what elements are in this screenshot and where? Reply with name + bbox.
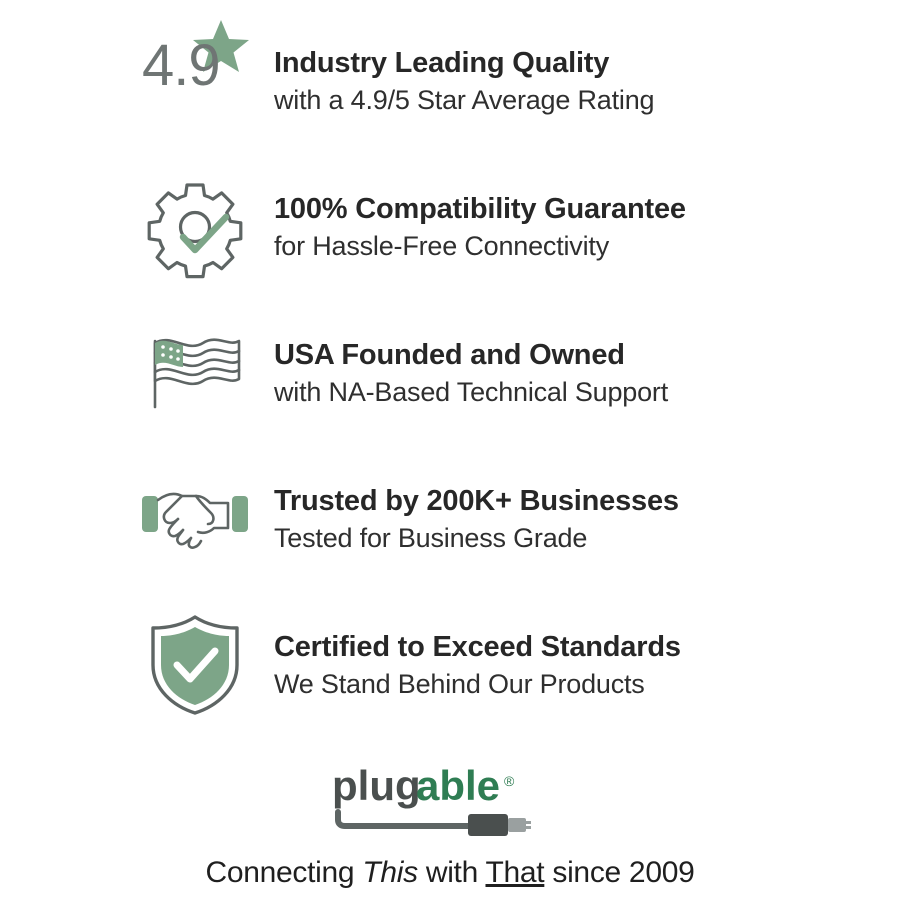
rating-star-icon (140, 26, 250, 136)
feature-row (0, 300, 900, 446)
footer (0, 760, 900, 900)
feature-subtitle: Tested for Business Grade (274, 522, 588, 553)
shield-check-icon (140, 610, 250, 720)
tagline-italic: This (362, 856, 418, 889)
feature-title: Certified to Exceed Standards (274, 630, 681, 663)
gear-icon (143, 175, 247, 279)
feature-title: USA Founded and Owned (274, 338, 625, 371)
tagline-part-1: Connecting (205, 856, 363, 889)
feature-text (250, 338, 668, 409)
feature-row (0, 592, 900, 738)
feature-text (250, 630, 681, 701)
gear-check-icon (140, 172, 250, 282)
feature-subtitle: with a 4.9/5 Star Average Rating (274, 84, 655, 115)
feature-title: 100% Compatibility Guarantee (274, 192, 686, 225)
logo-text-able: able (416, 762, 501, 809)
feature-text (250, 484, 679, 555)
logo-trademark: ® (504, 773, 515, 789)
feature-subtitle: We Stand Behind Our Products (274, 668, 645, 699)
plugable-logo-icon (330, 760, 570, 838)
feature-row (0, 8, 900, 154)
logo-text-plug: plug (332, 762, 421, 809)
feature-title: Industry Leading Quality (274, 46, 610, 79)
shield-icon (145, 613, 245, 717)
tagline-underline: That (485, 856, 545, 889)
handshake-icon (140, 464, 250, 574)
feature-text (250, 192, 686, 263)
handshake-icon-graphic (140, 476, 250, 562)
rating-value: 4.9 (142, 33, 220, 98)
feature-subtitle: with NA-Based Technical Support (274, 376, 669, 407)
brand-logo (0, 760, 900, 838)
tagline-part-2: with (417, 856, 486, 889)
usa-flag-icon (140, 318, 250, 428)
feature-text (250, 46, 654, 117)
feature-subtitle: for Hassle-Free Connectivity (274, 230, 610, 261)
tagline (0, 856, 900, 900)
feature-row (0, 446, 900, 592)
tagline-part-3: since 2009 (544, 856, 695, 889)
flag-icon (143, 321, 247, 425)
feature-title: Trusted by 200K+ Businesses (274, 484, 679, 517)
feature-row (0, 154, 900, 300)
